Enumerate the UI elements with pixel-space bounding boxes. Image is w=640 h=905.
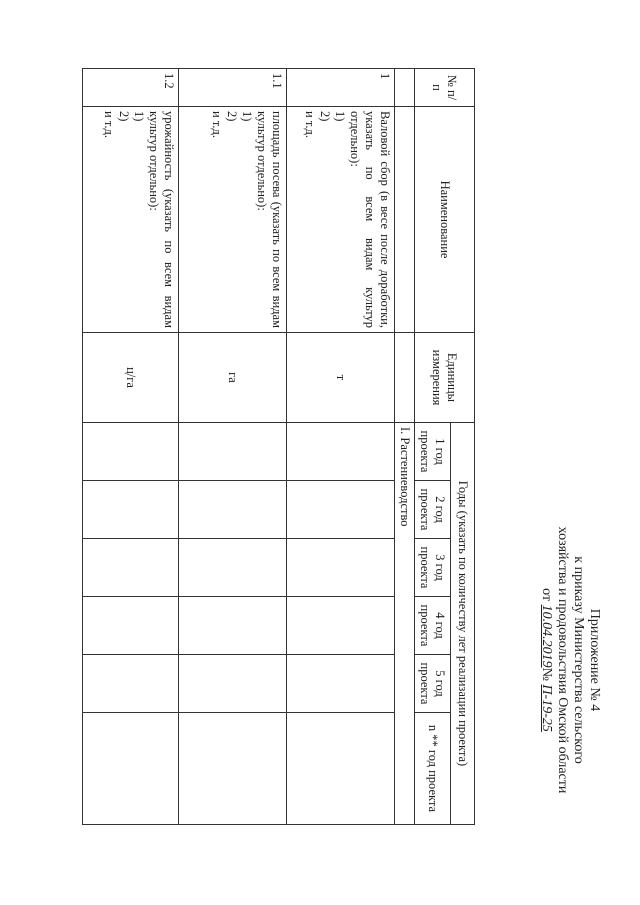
row-cell-year-n	[179, 713, 287, 825]
row-name-text: площадь посева (указать по всем видам культур отдельно):	[255, 111, 284, 328]
row-item-2: 2)	[225, 111, 239, 122]
col-header-num: № п/п	[415, 69, 475, 107]
row-etc: и т.д.	[102, 111, 116, 138]
row-cell-year-5	[83, 655, 179, 713]
row-item-1: 1)	[132, 111, 146, 122]
row-num: 1	[287, 69, 395, 107]
row-etc: и т.д.	[210, 111, 224, 138]
row-etc: и т.д.	[303, 111, 317, 138]
order-date-line: от 10.04.2019№ П-19-25	[539, 588, 554, 732]
appendix-header	[538, 470, 602, 850]
row-item-1: 1)	[333, 111, 347, 122]
col-header-name: Наименование	[415, 107, 475, 333]
row-unit: т	[287, 333, 395, 423]
col-header-unit: Единицы измерения	[415, 333, 475, 423]
col-header-year-5: 5 год проекта	[415, 655, 451, 713]
table-row	[83, 69, 179, 825]
ministry-name: хозяйства и продовольствия Омской области	[555, 526, 570, 794]
col-header-year-2: 2 год проекта	[415, 481, 451, 539]
row-name	[287, 107, 395, 333]
section-unit-cell	[395, 333, 415, 423]
col-header-years: Годы (указать по количеству лет реализации проекта)	[451, 423, 475, 825]
row-name	[179, 107, 287, 333]
row-cell-year-2	[287, 481, 395, 539]
row-cell-year-3	[83, 539, 179, 597]
order-date: 10.04.2019	[539, 604, 554, 668]
row-cell-year-4	[83, 597, 179, 655]
order-reference: к приказу Министерства сельского	[571, 556, 586, 764]
col-header-year-4: 4 год проекта	[415, 597, 451, 655]
col-header-year-1: 1 год проекта	[415, 423, 451, 481]
order-number: П-19-25	[539, 684, 554, 732]
row-item-2: 2)	[318, 111, 332, 122]
section-name-cell	[395, 107, 415, 333]
row-cell-year-n	[287, 713, 395, 825]
row-cell-year-1	[179, 423, 287, 481]
row-item-2: 2)	[117, 111, 131, 122]
col-header-year-3: 3 год проекта	[415, 539, 451, 597]
row-num: 1.2	[83, 69, 179, 107]
row-cell-year-1	[83, 423, 179, 481]
row-name	[83, 107, 179, 333]
row-item-1: 1)	[240, 111, 254, 122]
row-unit: га	[179, 333, 287, 423]
col-header-year-n: n ** год проекта	[415, 713, 451, 825]
row-cell-year-2	[83, 481, 179, 539]
row-name-text: урожайность (указать по всем видам культур отдельно):	[147, 111, 176, 328]
section-title: I. Растениеводство	[395, 423, 415, 825]
row-cell-year-3	[179, 539, 287, 597]
row-cell-year-3	[287, 539, 395, 597]
row-num: 1.1	[179, 69, 287, 107]
appendix-title: Приложение № 4	[587, 608, 602, 712]
row-cell-year-4	[287, 597, 395, 655]
indicators-table	[82, 68, 475, 825]
table-row	[179, 69, 287, 825]
row-name-text: Валовой сбор (в весе после доработки, указать по всем видам культур отдельно):	[348, 111, 392, 328]
row-cell-year-1	[287, 423, 395, 481]
row-unit: ц/га	[83, 333, 179, 423]
row-cell-year-5	[287, 655, 395, 713]
row-cell-year-n	[83, 713, 179, 825]
row-cell-year-2	[179, 481, 287, 539]
row-cell-year-4	[179, 597, 287, 655]
section-num-cell	[395, 69, 415, 107]
table-row	[287, 69, 395, 825]
row-cell-year-5	[179, 655, 287, 713]
